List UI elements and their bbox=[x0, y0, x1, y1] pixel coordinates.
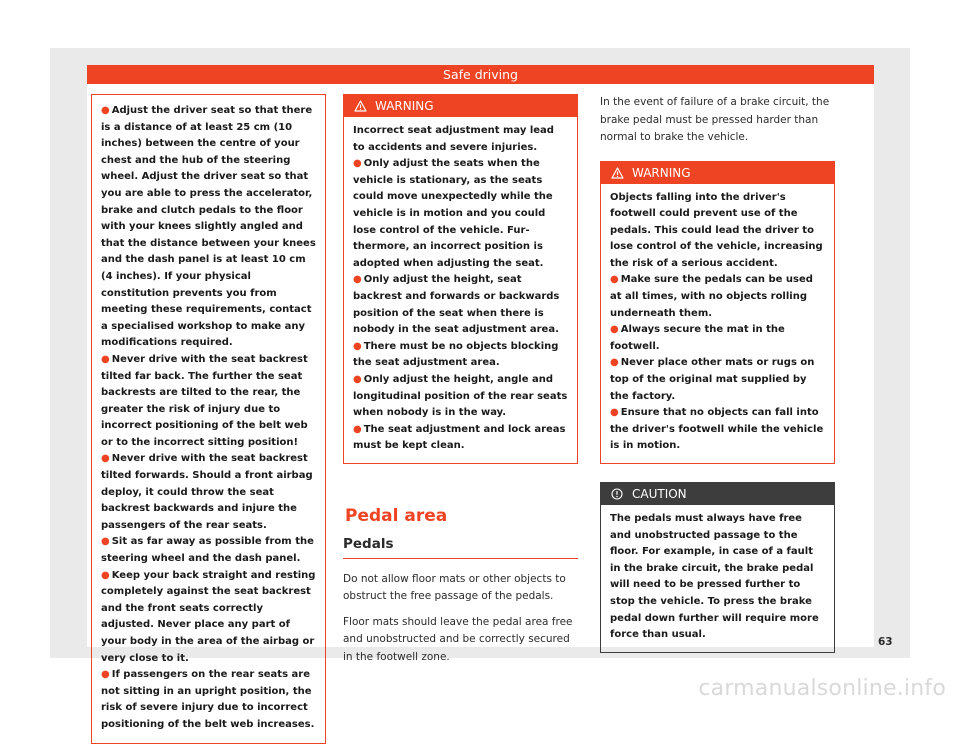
bullet-icon: ● bbox=[101, 669, 110, 681]
paragraph: In the event of failure of a brake circuit, the brake pedal must be pressed harder than normal to brake the vehicle. bbox=[600, 96, 830, 143]
warning-triangle-icon bbox=[354, 100, 367, 112]
list-item: ● Only adjust the seats when the vehicle is stationary, as the seats could move unexpectedly while the vehicle is in motion and you could lose control of the vehicle. Furthermore, an incorrect position is adopted when adjusting the seat. bbox=[353, 158, 553, 269]
bullet-icon: ● bbox=[353, 274, 362, 286]
warning-intro: Objects falling into the driver's footwell could prevent use of the pedals. This could lead the driver to lose control of the vehicle, increasing the risk of a serious accident. bbox=[610, 191, 823, 269]
paragraph: Floor mats should leave the pedal area free and unobstructed and be correctly secured in the footwell zone. bbox=[343, 615, 573, 663]
warning-label: WARNING bbox=[632, 165, 691, 180]
list-item: ● There must be no objects blocking the seat adjustment area. bbox=[353, 340, 559, 369]
paragraph: Do not allow floor mats or other objects to obstruct the free passage of the pedals. bbox=[343, 572, 566, 603]
warning-header bbox=[601, 162, 834, 184]
list-item: ● Adjust the driver seat so that there is a distance of at least 25 cm (10 inches) between the centre of your chest and the hub of the steering wheel. Adjust the driver seat so that you are able to press the accelerator, brake and clutch pedals to the floor with your knees slightly angled and that the distance between your knees and the dash panel is at least 10 cm (4 inches). If your physical constitution prevents you from meeting these requirements, contact a specialised workshop to make any modifications required. bbox=[101, 105, 316, 349]
list-item: ● Only adjust the height, angle and longitudinal position of the rear seats when nobody is in the way. bbox=[353, 373, 568, 419]
bullet-icon: ● bbox=[101, 569, 110, 581]
column-middle bbox=[343, 94, 578, 666]
caution-text: The pedals must always have free and unobstructed passage to the floor. For example, in case of a fault in the brake circuit, the brake pedal will need to be pressed further to stop the vehicle. To press the brake pedal down further will require more force than usual. bbox=[610, 513, 819, 641]
bullet-icon: ● bbox=[101, 105, 110, 116]
list-item: ● Only adjust the height, seat backrest and forwards or backwards position of the seat when there is nobody in the seat adjustment area. bbox=[353, 274, 560, 336]
section-body bbox=[343, 571, 578, 667]
warning-label: WARNING bbox=[375, 99, 434, 113]
bullet-icon: ● bbox=[610, 407, 619, 419]
list-item: ● The seat adjustment and lock areas must be kept clean. bbox=[353, 423, 566, 452]
list-item: ● Never drive with the seat backrest tilted forwards. Should a front airbag deploy, it could throw the seat backrest backwards and injure the passengers of the rear seats. bbox=[101, 453, 313, 531]
section-heading: Pedal area bbox=[345, 505, 448, 526]
bullet-icon: ● bbox=[353, 373, 362, 385]
bullet-icon: ● bbox=[610, 324, 619, 336]
list-item: ● Sit as far away as possible from the steering wheel and the dash panel. bbox=[101, 536, 314, 565]
list-item: ● Always secure the mat in the footwell. bbox=[610, 324, 785, 352]
bullet-icon: ● bbox=[353, 340, 362, 352]
watermark: carmanualsonline.info bbox=[698, 676, 946, 701]
warning-header bbox=[344, 95, 577, 117]
list-item: ● Never place other mats or rugs on top of the original mat supplied by the factory. bbox=[610, 357, 815, 402]
bullet-icon: ● bbox=[101, 536, 110, 548]
bullet-icon: ● bbox=[101, 453, 110, 465]
caution-label: CAUTION bbox=[632, 487, 687, 501]
seat-adjustment-box bbox=[91, 94, 326, 744]
bullet-icon: ● bbox=[353, 158, 362, 170]
warning-box-seat bbox=[343, 94, 578, 464]
section-subheading: Pedals bbox=[343, 536, 578, 559]
list-item: ● Make sure the pedals can be used at all times, with no objects rolling underneath them. bbox=[610, 274, 813, 319]
column-right bbox=[600, 94, 835, 653]
caution-box bbox=[600, 482, 835, 653]
bullet-icon: ● bbox=[610, 274, 619, 286]
list-item: ● Never drive with the seat backrest tilted far back. The further the seat backrests are tilted to the rear, the greater the risk of injury due to incorrect positioning of the belt web or to the incorrect sitting position! bbox=[101, 353, 308, 448]
column-left bbox=[91, 94, 326, 744]
warning-intro: Incorrect seat adjustment may lead to accidents and severe injuries. bbox=[353, 125, 554, 153]
warning-triangle-icon bbox=[611, 167, 624, 179]
bullet-icon: ● bbox=[353, 423, 362, 435]
bullet-icon: ● bbox=[101, 353, 110, 365]
page-number: 63 bbox=[878, 636, 893, 648]
list-item: ● If passengers on the rear seats are not sitting in an upright position, the risk of severe injury due to incorrect positioning of the belt web increases. bbox=[101, 669, 315, 730]
caution-circle-icon bbox=[611, 488, 623, 500]
warning-box-footwell bbox=[600, 161, 835, 465]
list-item: ● Keep your back straight and resting completely against the seat backrest and the front seats correctly adjusted. Never place any part of your body in the area of the airbag or very close to it. bbox=[101, 569, 316, 664]
bullet-icon: ● bbox=[610, 357, 619, 369]
section-header: Safe driving bbox=[87, 65, 874, 84]
caution-header bbox=[601, 483, 834, 505]
list-item: ● Ensure that no objects can fall into the driver's footwell while the vehicle is in motion. bbox=[610, 407, 824, 452]
